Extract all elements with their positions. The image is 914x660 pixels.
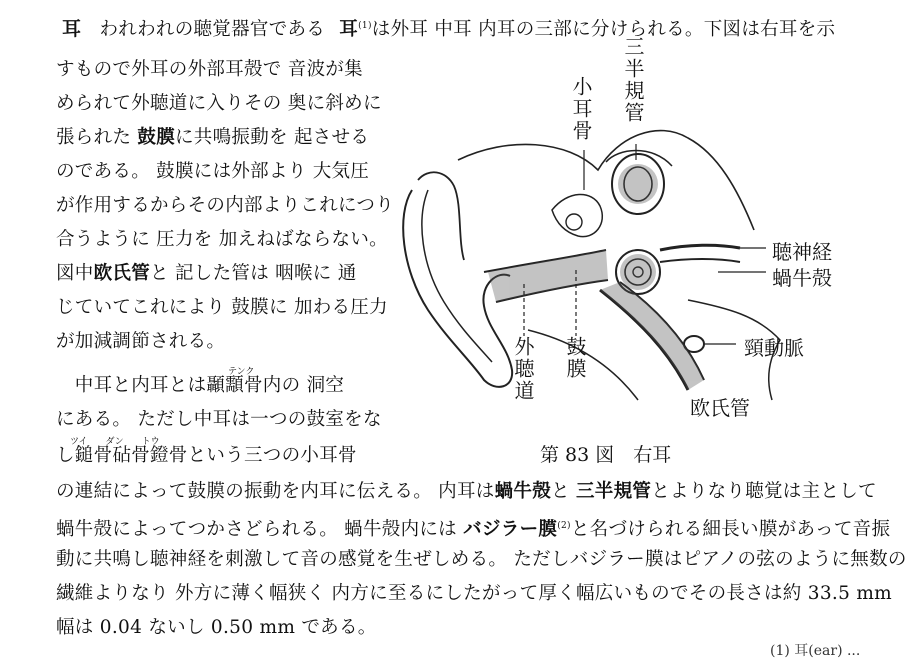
- text-line: [56, 126, 369, 150]
- auricle-top: [418, 172, 464, 260]
- ruby-annotation: テンク: [228, 367, 255, 377]
- ossicles: [552, 194, 602, 236]
- text-segment: に共鳴振動を 起させる: [175, 127, 370, 148]
- text-line: [56, 514, 890, 542]
- footnote-ref: (1): [358, 21, 372, 31]
- text-line: のである。 鼓膜には外部より 大気圧: [56, 161, 370, 182]
- label-ear-canal: 外聴道: [511, 336, 535, 402]
- text-line: し鎚骨砧骨鐙骨という三つの小耳骨: [56, 445, 357, 466]
- key-term: 蝸牛殻: [494, 481, 551, 502]
- canal-shade: [618, 164, 658, 204]
- tube-shade: [600, 282, 704, 390]
- text-line: [56, 262, 357, 286]
- text-segment: 蝸牛殻によってつかさどられる。 蝸牛殻内には: [56, 519, 464, 541]
- text-line: じていてこれにより 鼓膜に 加わる圧力: [56, 297, 388, 318]
- text-line: 動に共鳴し聴神経を刺激して音の感覚を生ぜしめる。 ただしバジラー膜はピアノの弦のように無数の: [56, 549, 907, 570]
- text-line: められて外聴道に入りその 奥に斜めに: [56, 93, 382, 114]
- text-line: にある。 ただし中耳は一つの鼓室をな: [56, 409, 382, 430]
- text-segment: と 記した管は 咽喉に 通: [150, 263, 357, 284]
- text-segment: とよりなり聴覚は主として: [651, 481, 877, 502]
- label-auditory-nerve: 聴神経: [772, 240, 832, 264]
- text-line: が作用するからその内部よりこれにつり: [56, 195, 395, 216]
- text-segment: の連結によって鼓膜の振動を内耳に伝える。 内耳は: [56, 481, 495, 502]
- label-eustachian-tube: 欧氏管: [690, 396, 750, 420]
- key-term: 鼓膜: [137, 127, 175, 148]
- text-line: 幅は 0.04 ないし 0.50 mm である。: [56, 617, 377, 638]
- text-segment: と: [551, 481, 576, 502]
- text-line: 繊維よりなり 外方に薄く幅狭く 内方に至るにしたがって厚く幅広いものでその長さは約 33.5 mm: [56, 583, 893, 604]
- label-eardrum: 鼓膜: [563, 336, 587, 380]
- text-line: 合うように 圧力を 加えねばならない。: [56, 229, 388, 250]
- label-ossicles: 小耳骨: [569, 76, 593, 142]
- ear-canal-shade: [488, 250, 608, 302]
- ear-figure: [388, 36, 848, 450]
- key-term: 三半規管: [575, 481, 652, 502]
- text-line: [56, 480, 877, 504]
- text-segment: 張られた: [56, 127, 138, 148]
- cochlea-shade: [620, 254, 656, 290]
- auditory-nerve-2: [660, 259, 740, 262]
- ruby-annotation: ツイ ダン トウ: [70, 437, 160, 447]
- text-line: すもので外耳の外部耳殻で 音波が集: [56, 59, 363, 80]
- semicircular-arc: [606, 151, 672, 167]
- footnote-ref: (2): [557, 521, 571, 531]
- text-segment: と名づけられる細長い膜があって音振: [570, 519, 891, 541]
- label-carotid-artery: 頸動脈: [744, 336, 804, 360]
- ossicle-bone: [566, 214, 582, 230]
- text-segment: は外耳 中耳 内耳の三部に分けられる。下図は右耳を示: [371, 19, 836, 41]
- auricle-inner: [422, 190, 492, 362]
- text-segment: 図中: [56, 263, 94, 284]
- key-term: 欧氏管: [93, 263, 151, 284]
- figure-caption: 第 83 図 右耳: [540, 444, 672, 466]
- section-heading: 耳: [62, 18, 82, 41]
- auditory-nerve: [660, 245, 740, 250]
- text-line: が加減調節される。: [56, 331, 226, 352]
- text-line: [62, 14, 835, 42]
- key-term: バジラー膜: [463, 519, 558, 541]
- text-segment: われわれの聴覚器官である: [99, 19, 326, 41]
- text-line: 中耳と内耳とは顳顬骨内の 洞空: [56, 375, 345, 396]
- skull-contour: [458, 131, 754, 230]
- footnote-cut-off: (1) 耳(ear) ...: [770, 643, 861, 659]
- label-cochlea: 蝸牛殻: [772, 266, 832, 290]
- key-term: 耳: [339, 19, 359, 41]
- label-semicircular-canals: 三半規管: [621, 36, 645, 124]
